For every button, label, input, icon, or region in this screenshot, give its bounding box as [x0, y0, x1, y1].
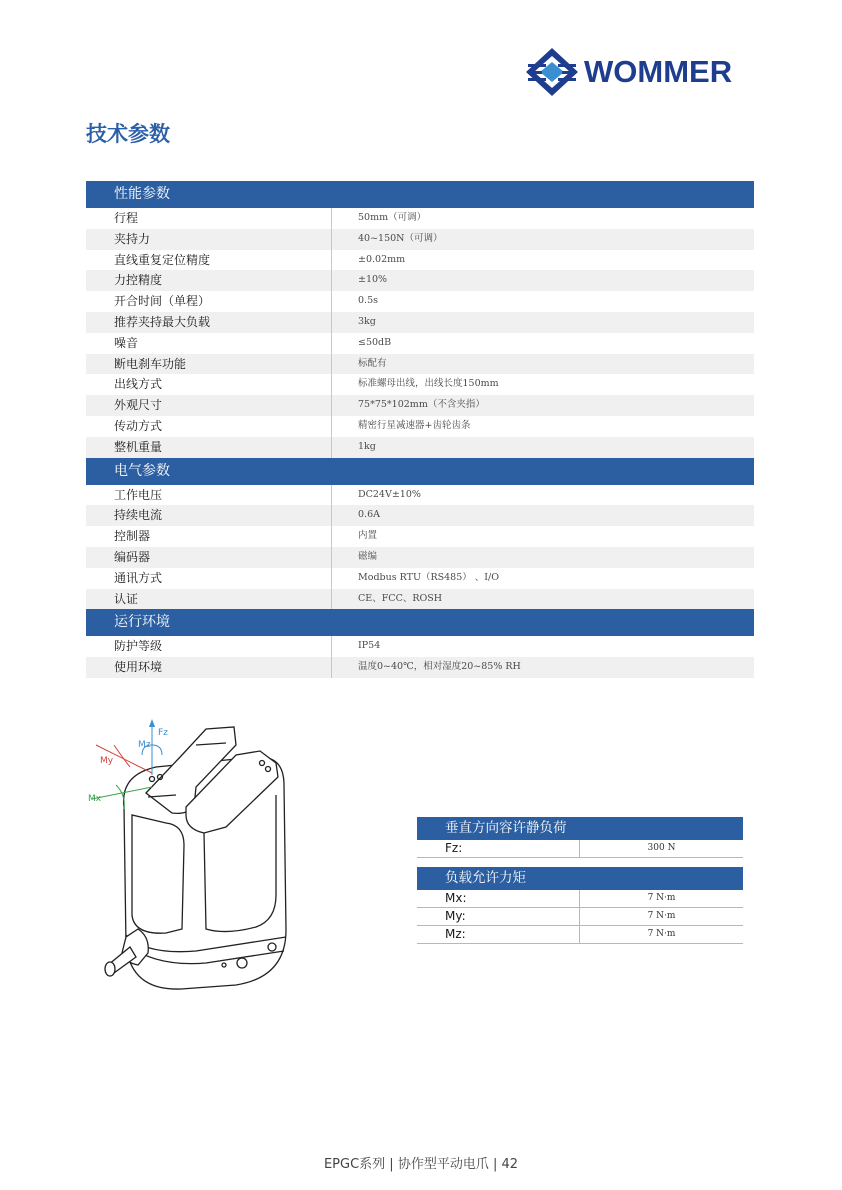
spec-label: 直线重复定位精度 — [86, 250, 332, 271]
spec-label: 力控精度 — [86, 270, 332, 291]
wommer-logo-icon — [524, 46, 580, 98]
spec-row — [86, 505, 754, 526]
page-title: 技术参数 — [86, 122, 170, 146]
spec-label: 夹持力 — [86, 229, 332, 250]
spec-row — [86, 657, 754, 678]
spec-value: ±0.02mm — [358, 253, 406, 265]
spec-row — [86, 250, 754, 271]
load-value: 7 N·m — [647, 929, 676, 939]
section-header: 电气参数 — [86, 458, 754, 485]
spec-value: ±10% — [358, 274, 388, 286]
spec-value: 75*75*102mm（不含夹指） — [358, 399, 485, 411]
spec-value: ≤50dB — [358, 336, 392, 348]
spec-row — [86, 416, 754, 437]
spec-label: 持续电流 — [86, 505, 332, 526]
spec-label: 认证 — [86, 589, 332, 610]
load-label: My: — [417, 908, 580, 925]
load-value: 300 N — [647, 843, 676, 853]
mz-label: Mz — [138, 740, 151, 750]
spec-row — [86, 208, 754, 229]
spec-label: 传动方式 — [86, 416, 332, 437]
spec-value: Modbus RTU（RS485） 、I/O — [358, 571, 500, 583]
spec-row — [86, 636, 754, 657]
spec-label: 使用环境 — [86, 657, 332, 678]
my-label: My — [100, 756, 114, 766]
spec-value: 磁编 — [358, 550, 378, 562]
spec-value: 标准螺母出线，出线长度150mm — [358, 378, 499, 390]
spec-table — [86, 181, 754, 678]
load-table — [417, 817, 743, 944]
spec-label: 控制器 — [86, 526, 332, 547]
spec-value: 0.6A — [358, 509, 380, 521]
spec-value: 50mm（可调） — [358, 212, 427, 223]
brand-name: WOMMER — [584, 54, 733, 89]
spec-value: 标配有 — [358, 357, 387, 369]
load-value: 7 N·m — [647, 893, 676, 903]
load-label: Fz: — [417, 840, 580, 857]
load-label: Mx: — [417, 890, 580, 907]
spec-label: 整机重量 — [86, 437, 332, 458]
spec-row — [86, 437, 754, 458]
spec-label: 噪音 — [86, 333, 332, 354]
brand-logo — [524, 46, 764, 98]
fz-label: Fz — [158, 728, 168, 738]
spec-row — [86, 333, 754, 354]
spec-label: 断电刹车功能 — [86, 354, 332, 375]
spec-value: 精密行星减速器+齿轮齿条 — [358, 419, 471, 431]
spec-row — [86, 229, 754, 250]
load-label: Mz: — [417, 926, 580, 943]
spec-value: 40~150N（可调） — [358, 232, 443, 244]
spec-row — [86, 526, 754, 547]
spec-row — [86, 270, 754, 291]
spec-row — [86, 354, 754, 375]
load-row — [417, 890, 743, 908]
spec-label: 推荐夹持最大负载 — [86, 312, 332, 333]
spec-value: 温度0~40℃，相对湿度20~85% RH — [358, 661, 521, 673]
spec-value: CE、FCC、ROSH — [358, 592, 443, 604]
spec-label: 外观尺寸 — [86, 395, 332, 416]
load-row — [417, 840, 743, 858]
spec-label: 编码器 — [86, 547, 332, 568]
spec-value: DC24V±10% — [358, 488, 421, 500]
load-value: 7 N·m — [647, 911, 676, 921]
page-footer: EPGC系列 | 协作型平动电爪 | 42 — [323, 1157, 519, 1172]
spec-value: 3kg — [358, 315, 376, 327]
section-header: 性能参数 — [86, 181, 754, 208]
load-row — [417, 908, 743, 926]
mx-label: Mx — [88, 794, 102, 804]
spec-row — [86, 291, 754, 312]
spec-label: 出线方式 — [86, 374, 332, 395]
spec-label: 通讯方式 — [86, 568, 332, 589]
spec-value: 1kg — [358, 440, 376, 452]
spec-value: 0.5s — [358, 295, 378, 307]
load-table-header: 负载允许力矩 — [417, 867, 743, 890]
spec-label: 防护等级 — [86, 636, 332, 657]
section-header: 运行环境 — [86, 609, 754, 636]
spec-value: 内置 — [358, 530, 378, 542]
spec-label: 行程 — [86, 208, 332, 229]
load-table-header: 垂直方向容许静负荷 — [417, 817, 743, 840]
load-row — [417, 926, 743, 944]
spec-row — [86, 374, 754, 395]
spec-row — [86, 568, 754, 589]
spec-value: IP54 — [358, 640, 381, 652]
spec-row — [86, 312, 754, 333]
spec-row — [86, 589, 754, 610]
gripper-drawing — [86, 715, 306, 1000]
spec-row — [86, 395, 754, 416]
spec-row — [86, 547, 754, 568]
spec-label: 开合时间（单程） — [86, 291, 332, 312]
spec-row — [86, 485, 754, 506]
spec-label: 工作电压 — [86, 485, 332, 506]
